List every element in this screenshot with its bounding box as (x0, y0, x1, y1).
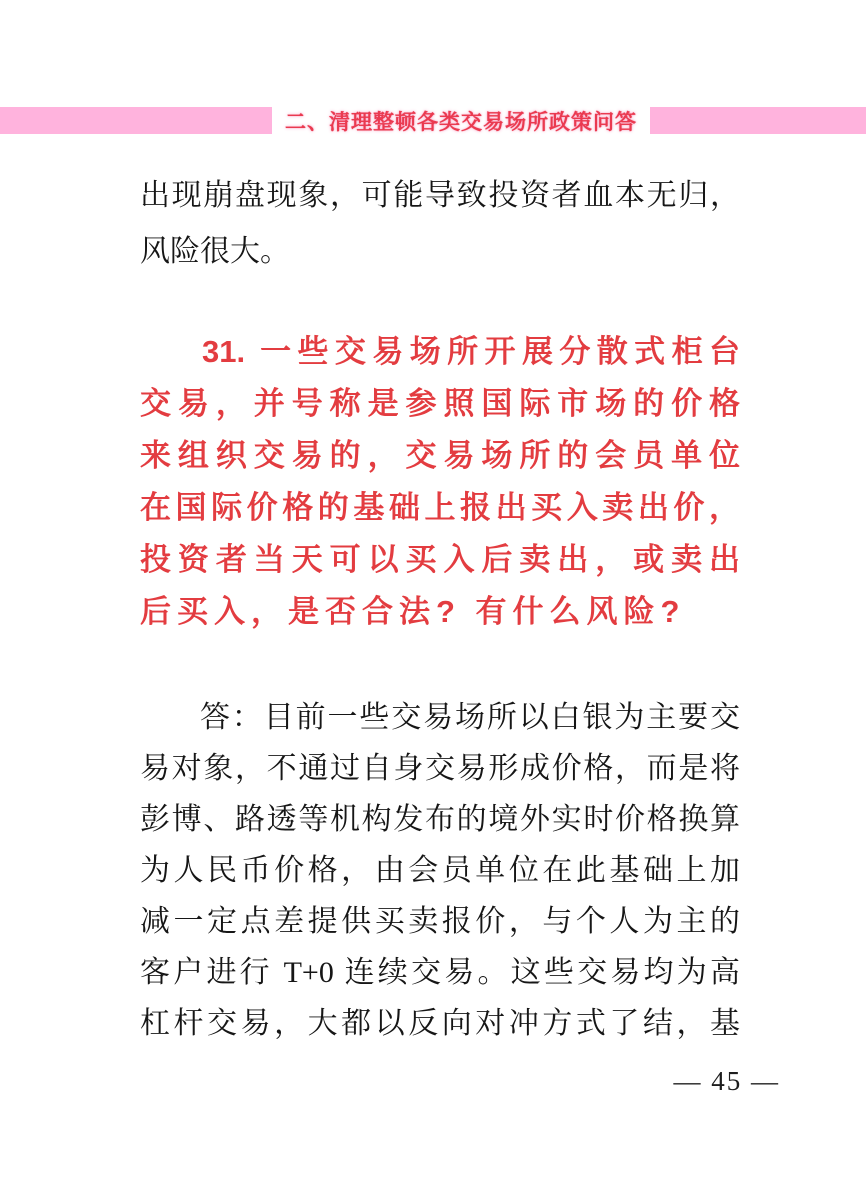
chapter-header-title: 二、清理整顿各类交易场所政策问答 (285, 110, 637, 134)
answer-line-6: 客户进行 T+0 连续交易。这些交易均为高 (140, 956, 740, 989)
answer-paragraph (140, 692, 740, 1049)
answer-line-1: 答：目前一些交易场所以白银为主要交 (200, 701, 740, 734)
intro-paragraph (140, 168, 740, 280)
intro-line-2: 风险很大。 (140, 235, 290, 268)
answer-line-7: 杠杆交易，大都以反向对冲方式了结，基 (140, 1007, 740, 1040)
header-bar-left (0, 107, 272, 134)
running-header-band (0, 107, 866, 134)
answer-line-2: 易对象，不通过自身交易形成价格，而是将 (140, 752, 740, 785)
header-bar-right (650, 107, 866, 134)
question-heading (140, 326, 740, 638)
intro-line-1: 出现崩盘现象，可能导致投资者血本无归， (140, 179, 740, 212)
question-line-6: 后买入，是否合法? 有什么风险? (140, 594, 686, 629)
answer-line-5: 减一定点差提供买卖报价，与个人为主的 (140, 905, 740, 938)
question-line-1: 31. 一些交易场所开展分散式柜台 (202, 334, 740, 369)
answer-line-4: 为人民币价格，由会员单位在此基础上加 (140, 854, 740, 887)
answer-line-3: 彭博、路透等机构发布的境外实时价格换算 (140, 803, 740, 836)
page-number: — 45 — (673, 1066, 780, 1096)
question-line-2: 交易，并号称是参照国际市场的价格 (140, 386, 740, 421)
question-line-4: 在国际价格的基础上报出买入卖出价， (140, 490, 740, 525)
question-line-3: 来组织交易的，交易场所的会员单位 (140, 438, 740, 473)
question-line-5: 投资者当天可以买入后卖出，或卖出 (140, 542, 740, 577)
